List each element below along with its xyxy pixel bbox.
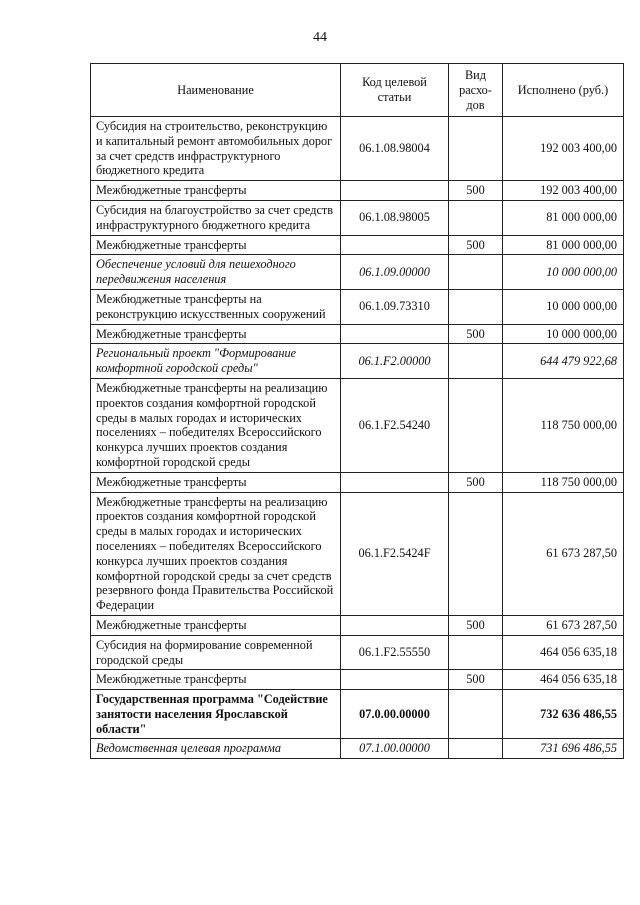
page-number: 44 [313,30,327,45]
row-code-cell: 07.1.00.00000 [341,739,449,759]
row-name-cell: Межбюджетные трансферты [91,670,341,690]
row-name-cell: Межбюджетные трансферты [91,615,341,635]
header-name: Наименование [91,64,341,117]
table-row [91,235,624,255]
row-code-cell: 07.0.00.00000 [341,690,449,739]
row-amount-cell: 731 696 486,55 [503,739,624,759]
row-code-cell [341,472,449,492]
row-amount-cell: 81 000 000,00 [503,235,624,255]
row-amount-cell: 61 673 287,50 [503,615,624,635]
row-amount-cell: 464 056 635,18 [503,635,624,670]
table-row [91,378,624,472]
table-row [91,181,624,201]
row-kind-cell [449,635,503,670]
row-code-cell: 06.1.F2.54240 [341,378,449,472]
row-amount-cell: 10 000 000,00 [503,255,624,290]
row-code-cell [341,235,449,255]
budget-table [90,63,624,759]
table-header-row [91,64,624,117]
row-name-cell: Субсидия на формирование современной городской среды [91,635,341,670]
table-row [91,344,624,379]
row-kind-cell: 500 [449,235,503,255]
table-row [91,324,624,344]
row-kind-cell [449,117,503,181]
row-amount-cell: 192 003 400,00 [503,181,624,201]
row-amount-cell: 192 003 400,00 [503,117,624,181]
row-kind-cell: 500 [449,324,503,344]
row-amount-cell: 61 673 287,50 [503,492,624,615]
table-row [91,200,624,235]
row-name-cell: Межбюджетные трансферты [91,324,341,344]
row-kind-cell: 500 [449,181,503,201]
row-name-cell: Межбюджетные трансферты [91,472,341,492]
row-kind-cell [449,739,503,759]
row-name-cell: Субсидия на строительство, реконструкцию и капитальный ремонт автомобильных дорог за счет средств инфраструктурного бюджетного кредита [91,117,341,181]
table-row [91,635,624,670]
row-code-cell: 06.1.09.00000 [341,255,449,290]
row-kind-cell: 500 [449,670,503,690]
row-kind-cell [449,289,503,324]
row-code-cell [341,615,449,635]
row-code-cell: 06.1.F2.55550 [341,635,449,670]
row-code-cell: 06.1.08.98005 [341,200,449,235]
row-amount-cell: 118 750 000,00 [503,472,624,492]
header-code: Код целевой статьи [341,64,449,117]
row-amount-cell: 10 000 000,00 [503,324,624,344]
row-name-cell: Межбюджетные трансферты на реализацию проектов создания комфортной городской среды в малых городах и исторических поселениях – победителях Всероссийского конкурса лучших проектов создания комфортной городской среды за счет средств резервного фонда Правительства Российской Федерации [91,492,341,615]
row-amount-cell: 81 000 000,00 [503,200,624,235]
row-name-cell: Межбюджетные трансферты на реализацию проектов создания комфортной городской среды в малых городах и исторических поселениях – победителях Всероссийского конкурса лучших проектов создания комфортной городской среды [91,378,341,472]
table-row [91,670,624,690]
row-amount-cell: 10 000 000,00 [503,289,624,324]
table-row [91,117,624,181]
row-code-cell: 06.1.F2.00000 [341,344,449,379]
table-row [91,739,624,759]
row-kind-cell [449,200,503,235]
row-name-cell: Ведомственная целевая программа [91,739,341,759]
row-amount-cell: 732 636 486,55 [503,690,624,739]
table-row [91,255,624,290]
row-name-cell: Региональный проект "Формирование комфортной городской среды" [91,344,341,379]
header-kind: Вид расхо-дов [449,64,503,117]
row-name-cell: Межбюджетные трансферты на реконструкцию искусственных сооружений [91,289,341,324]
table-row [91,690,624,739]
header-amount: Исполнено (руб.) [503,64,624,117]
row-amount-cell: 644 479 922,68 [503,344,624,379]
row-kind-cell: 500 [449,615,503,635]
row-name-cell: Межбюджетные трансферты [91,235,341,255]
row-name-cell: Обеспечение условий для пешеходного передвижения населения [91,255,341,290]
table-row [91,492,624,615]
table-row [91,615,624,635]
row-kind-cell: 500 [449,472,503,492]
row-amount-cell: 464 056 635,18 [503,670,624,690]
row-code-cell [341,181,449,201]
row-kind-cell [449,492,503,615]
row-amount-cell: 118 750 000,00 [503,378,624,472]
row-kind-cell [449,690,503,739]
row-name-cell: Межбюджетные трансферты [91,181,341,201]
row-code-cell [341,670,449,690]
row-code-cell: 06.1.08.98004 [341,117,449,181]
row-code-cell: 06.1.F2.5424F [341,492,449,615]
row-code-cell [341,324,449,344]
row-code-cell: 06.1.09.73310 [341,289,449,324]
table-body [91,117,624,759]
row-name-cell: Государственная программа "Содействие занятости населения Ярославской области" [91,690,341,739]
table-row [91,472,624,492]
table-row [91,289,624,324]
row-kind-cell [449,255,503,290]
row-kind-cell [449,378,503,472]
row-name-cell: Субсидия на благоустройство за счет средств инфраструктурного бюджетного кредита [91,200,341,235]
row-kind-cell [449,344,503,379]
